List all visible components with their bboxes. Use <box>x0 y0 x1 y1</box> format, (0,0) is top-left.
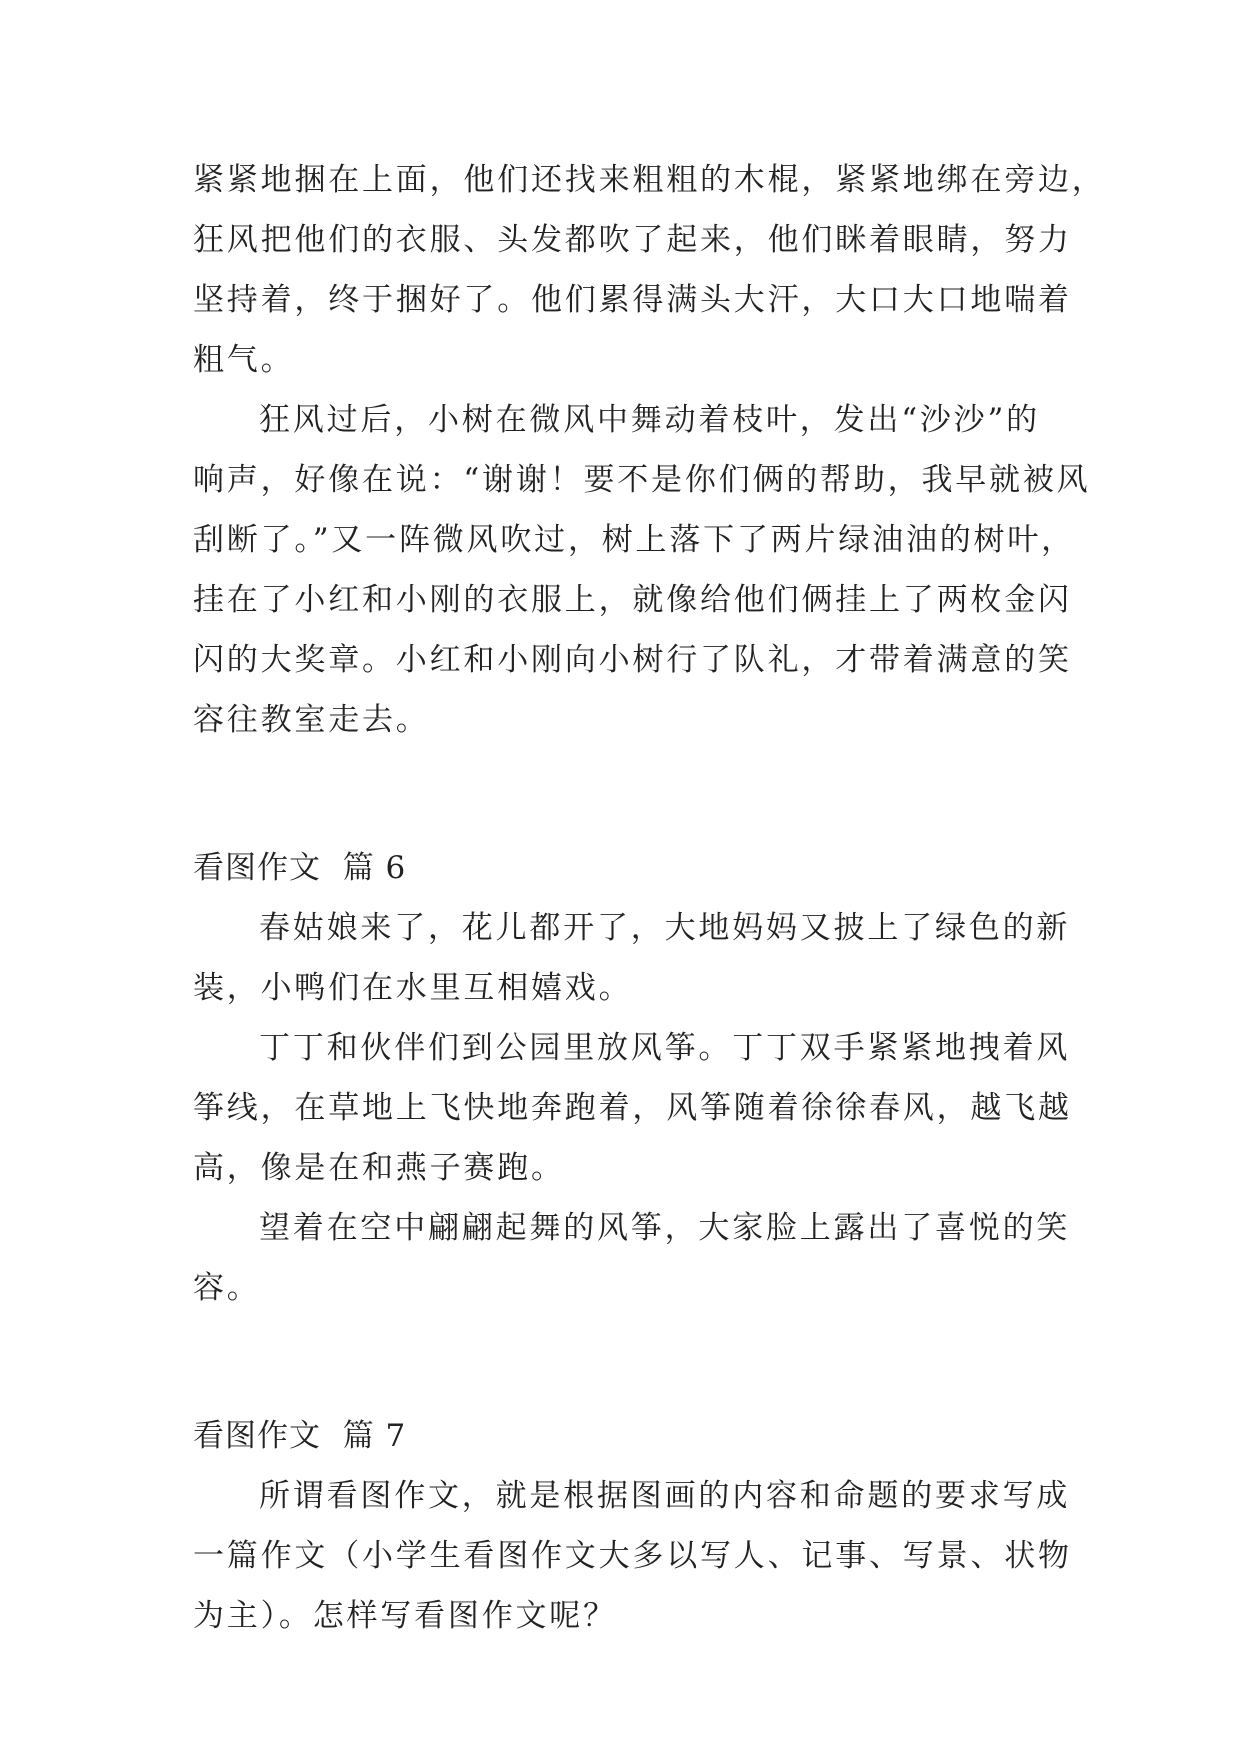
document-body <box>193 150 1106 1646</box>
section-heading-6: 看图作文 篇 6 <box>193 850 407 886</box>
section-gap <box>193 1318 1053 1406</box>
paragraph-line: 筝线，在草地上飞快地奔跑着，风筝随着徐徐春风，越飞越 <box>193 1090 1072 1126</box>
section-gap <box>193 750 1053 838</box>
section-heading-7: 看图作文 篇 7 <box>193 1418 407 1454</box>
paragraph-line: 所谓看图作文，就是根据图画的内容和命题的要求写成 <box>259 1478 1071 1514</box>
paragraph-line: 容往教室走去。 <box>193 702 430 738</box>
paragraph-line: 望着在空中翩翩起舞的风筝，大家脸上露出了喜悦的笑 <box>259 1210 1071 1246</box>
paragraph-line: 紧紧地捆在上面，他们还找来粗粗的木棍，紧紧地绑在旁边， <box>193 162 1106 198</box>
paragraph-line: 一篇作文（小学生看图作文大多以写人、记事、写景、状物 <box>193 1538 1072 1574</box>
paragraph-line: 刮断了。”又一阵微风吹过，树上落下了两片绿油油的树叶， <box>193 522 1075 558</box>
paragraph-line: 装，小鸭们在水里互相嬉戏。 <box>193 970 633 1006</box>
paragraph-line: 闪的大奖章。小红和小刚向小树行了队礼，才带着满意的笑 <box>193 642 1072 678</box>
paragraph-line: 春姑娘来了，花儿都开了，大地妈妈又披上了绿色的新 <box>259 910 1071 946</box>
paragraph-line: 丁丁和伙伴们到公园里放风筝。丁丁双手紧紧地拽着风 <box>259 1030 1071 1066</box>
paragraph-line: 响声，好像在说：“谢谢！要不是你们俩的帮助，我早就被风 <box>193 462 1091 498</box>
paragraph-line: 挂在了小红和小刚的衣服上，就像给他们俩挂上了两枚金闪 <box>193 582 1072 618</box>
paragraph-line: 狂风把他们的衣服、头发都吹了起来，他们眯着眼睛，努力 <box>193 222 1072 258</box>
paragraph-line: 高，像是在和燕子赛跑。 <box>193 1150 565 1186</box>
paragraph-line: 为主）。怎样写看图作文呢？ <box>193 1598 617 1634</box>
paragraph-line: 容。 <box>193 1270 261 1306</box>
paragraph-line: 狂风过后，小树在微风中舞动着枝叶，发出“沙沙”的 <box>259 402 1040 438</box>
paragraph-line: 坚持着，终于捆好了。他们累得满头大汗，大口大口地喘着 <box>193 282 1072 318</box>
paragraph-line: 粗气。 <box>193 342 295 378</box>
